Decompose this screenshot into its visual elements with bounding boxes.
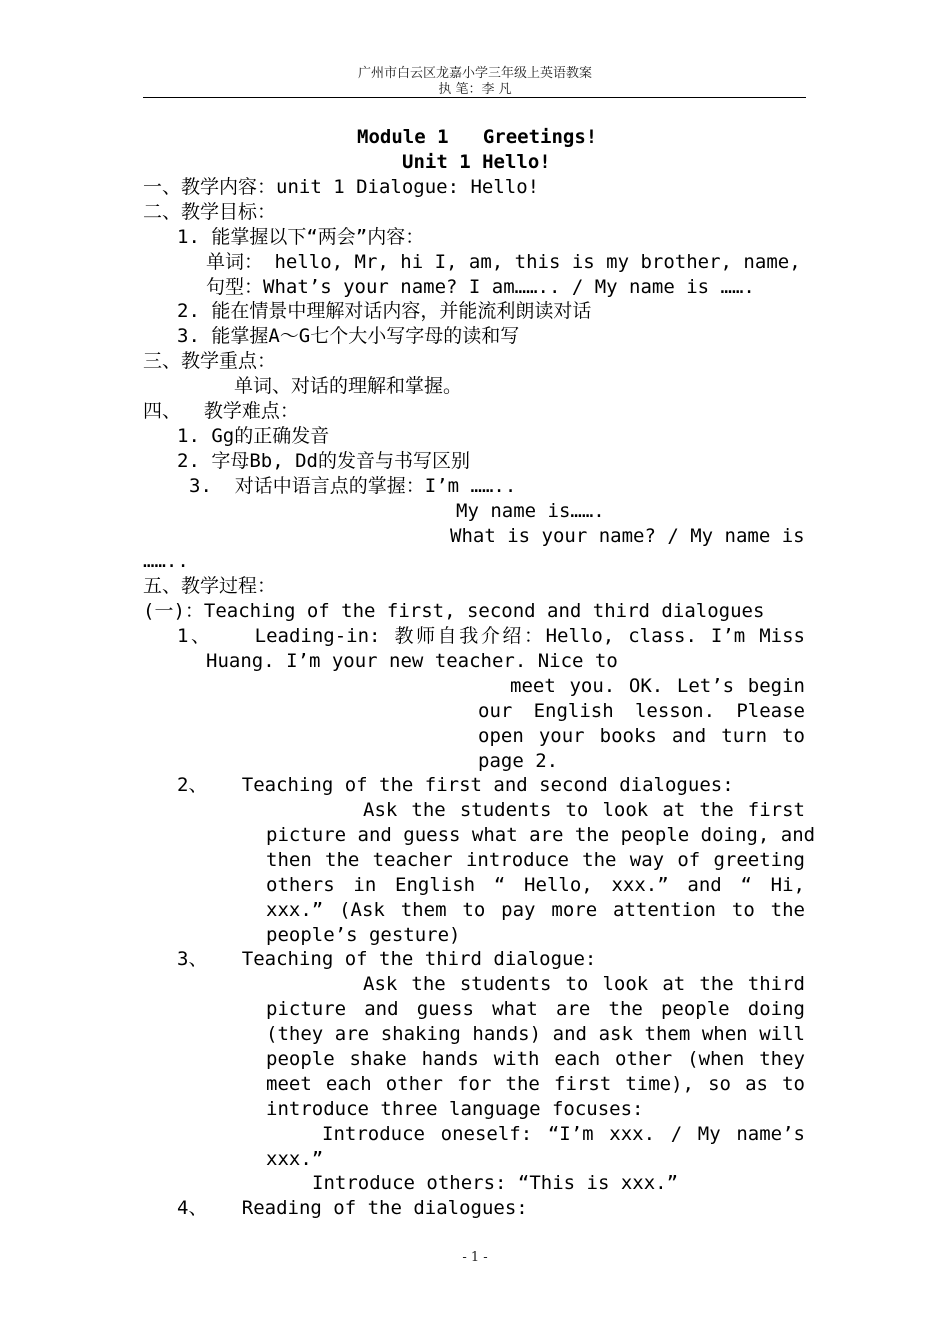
section-content: 一、教学内容：unit 1 Dialogue: Hello!: [143, 176, 540, 198]
step-2-line3: then the teacher introduce the way of greeting: [266, 849, 805, 871]
section-key-points: 三、教学重点：: [143, 350, 277, 372]
step-3-line3: (they are shaking hands) and ask them when will: [266, 1023, 805, 1045]
step-2-line6: people’s gesture): [266, 924, 461, 946]
step-1-line6: page 2.: [478, 750, 559, 772]
step-1-line4: our English lesson. Please: [478, 700, 805, 722]
step-2-line4: others in English “ Hello, xxx.” and “ Hi,: [266, 874, 805, 896]
step-3-heading: 3、 Teaching of the third dialogue:: [177, 948, 597, 970]
step-1-line2: Huang. I’m your new teacher. Nice to: [206, 650, 618, 672]
objective-1-words: 单词： hello, Mr, hi I, am, this is my brother, name,: [206, 251, 801, 273]
section-process: 五、教学过程：: [143, 575, 277, 597]
step-2-line5: xxx.” (Ask them to pay more attention to the: [266, 899, 805, 921]
step-1-line3: meet you. OK. Let’s begin: [510, 675, 805, 697]
objective-1: 1. 能掌握以下“两会”内容：: [177, 226, 425, 248]
difficulty-1: 1. Gg的正确发音: [177, 425, 330, 447]
difficulty-3: 3. 对话中语言点的掌握：I’m ……..: [189, 475, 517, 497]
step-3-line5: meet each other for the first time), so as to: [266, 1073, 805, 1095]
difficulty-3-line4: ……..: [143, 550, 189, 572]
key-points-text: 单词、对话的理解和掌握。: [234, 375, 463, 397]
step-3-line4: people shake hands with each other (when they: [266, 1048, 805, 1070]
section-objectives: 二、教学目标：: [143, 201, 277, 223]
step-1-heading: 1、 Leading-in: 教师自我介绍：Hello, class. I’m Miss: [177, 625, 805, 647]
section-difficulties: 四、 教学难点：: [143, 400, 299, 422]
step-2-line1: Ask the students to look at the first: [363, 799, 805, 821]
step-1-line5: open your books and turn to: [478, 725, 805, 747]
page-number: - 1 -: [462, 1250, 488, 1265]
difficulty-2: 2. 字母Bb, Dd的发音与书写区别: [177, 450, 470, 472]
unit-title: Unit 1 Hello!: [402, 151, 551, 173]
step-2-heading: 2、 Teaching of the first and second dialogues:: [177, 774, 734, 796]
process-part-1: (一)：Teaching of the first, second and third dialogues: [143, 600, 765, 622]
header-rule: [143, 97, 806, 98]
step-3-line6: introduce three language focuses:: [266, 1098, 644, 1120]
difficulty-3-line3: What is your name? / My name is: [450, 525, 805, 547]
page-header-author: 执 笔：李 凡: [438, 82, 512, 97]
step-2-line2: picture and guess what are the people doing, and: [266, 824, 816, 846]
step-3-line9: Introduce others: “This is xxx.”: [312, 1172, 679, 1194]
module-title: Module 1 Greetings!: [357, 126, 598, 148]
step-3-line7: Introduce oneself: “I’m xxx. / My name’s: [322, 1123, 805, 1145]
page-header-school: 广州市白云区龙嘉小学三年级上英语教案: [357, 66, 592, 81]
step-4-heading: 4、 Reading of the dialogues:: [177, 1197, 528, 1219]
step-3-line8: xxx.”: [266, 1148, 324, 1170]
objective-3: 3. 能掌握A～G七个大小写字母的读和写: [177, 325, 520, 347]
step-3-line2: picture and guess what are the people doing: [266, 998, 805, 1020]
difficulty-3-line2: My name is…….: [456, 500, 605, 522]
objective-2: 2. 能在情景中理解对话内容，并能流利朗读对话: [177, 300, 592, 322]
step-3-line1: Ask the students to look at the third: [363, 973, 805, 995]
objective-1-sentences: 句型：What’s your name? I am…….. / My name is …….: [206, 276, 755, 298]
